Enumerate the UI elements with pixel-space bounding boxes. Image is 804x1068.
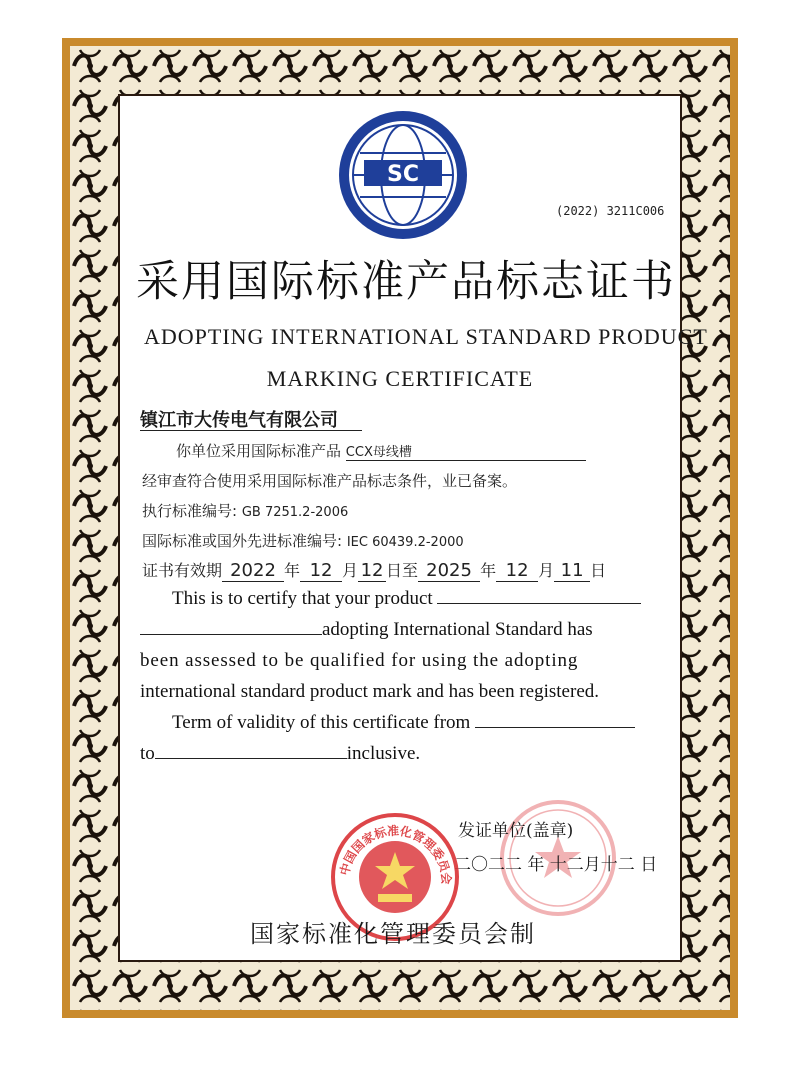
validity-to-month: 12: [496, 560, 538, 582]
english-line2-text: adopting International Standard has: [322, 619, 593, 640]
english-line5-text: Term of validity of this certificate from: [172, 712, 471, 733]
english-line1-blank: [437, 589, 641, 604]
seal-text: 中国国家标准化管理委员会: [337, 823, 454, 885]
validity-to-day: 11: [554, 560, 590, 582]
product-line: [176, 440, 586, 461]
logo-text: SC: [387, 162, 419, 187]
unit-day-to: 日至: [386, 561, 419, 580]
english-line4: international standard product mark and has been registered.: [140, 681, 599, 702]
issue-date: 二〇二二 年 十二月十二 日: [454, 855, 658, 875]
review-line: 经审查符合使用采用国际标准产品标志条件，业已备案。: [142, 472, 518, 490]
product-prefix: 你单位采用国际标准产品: [176, 442, 342, 460]
exec-standard-line: [142, 500, 348, 521]
validity-line: [142, 558, 606, 582]
intl-standard-line: [142, 530, 464, 551]
footer-issuer: 国家标准化管理委员会制: [250, 920, 536, 948]
english-line2-blank: [140, 620, 322, 635]
title-english-line2: MARKING CERTIFICATE: [266, 366, 534, 391]
intl-standard-number: IEC 60439.2-2000: [346, 535, 464, 550]
validity-from-year: 2022: [222, 560, 284, 582]
company-underline: [140, 430, 362, 431]
english-line1: [172, 588, 641, 610]
english-line6: [140, 743, 420, 765]
unit-day-end: 日: [590, 561, 607, 580]
exec-standard-number: GB 7251.2-2006: [241, 505, 349, 520]
company-name: 镇江市大传电气有限公司: [140, 410, 338, 431]
unit-month: 月: [342, 561, 359, 580]
certificate-number: (2022) 3211C006: [556, 204, 665, 218]
unit-year: 年: [284, 561, 301, 580]
validity-to-year: 2025: [418, 560, 480, 582]
english-to: to: [140, 743, 155, 764]
validity-from-day: 12: [358, 560, 386, 582]
title-chinese: 采用国际标准产品标志证书: [136, 257, 676, 307]
english-line5-blank: [475, 713, 635, 728]
product-name: CCX母线槽: [346, 441, 586, 461]
english-line2: [140, 619, 593, 641]
english-line3: been assessed to be qualified for using the adopting: [140, 650, 579, 671]
english-line5: [172, 712, 635, 734]
intl-standard-label: 国际标准或国外先进标准编号:: [142, 532, 343, 550]
english-line1-text: This is to certify that your product: [172, 588, 433, 609]
english-line6-blank: [155, 744, 347, 759]
unit-month-2: 月: [538, 561, 555, 580]
unit-year-2: 年: [480, 561, 497, 580]
issuer-label: 发证单位(盖章): [458, 821, 574, 841]
validity-label: 证书有效期: [142, 561, 223, 580]
title-english-line1: ADOPTING INTERNATIONAL STANDARD PRODUCT: [144, 324, 708, 349]
isc-logo: [336, 108, 470, 242]
validity-from-month: 12: [300, 560, 342, 582]
exec-standard-label: 执行标准编号:: [142, 502, 238, 520]
english-inclusive: inclusive.: [346, 743, 421, 764]
